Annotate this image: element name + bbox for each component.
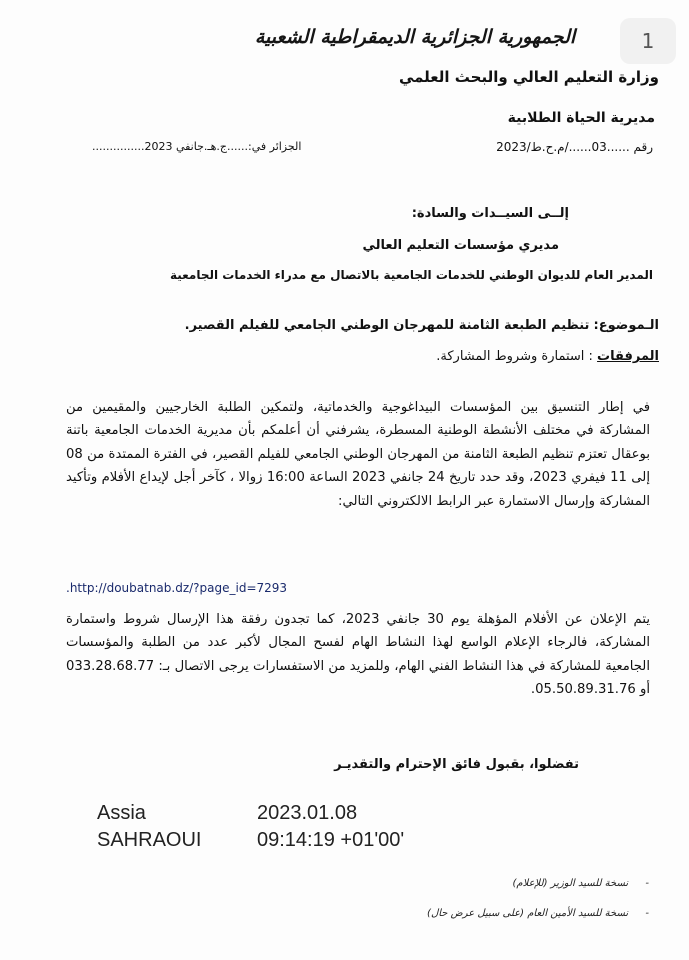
attachments-label: المرفقات — [597, 349, 659, 364]
reference-number: رقم ......03....../م.ح.ط/2023 — [496, 140, 653, 154]
registration-link[interactable]: .http://doubatnab.dz/?page_id=7293 — [66, 581, 288, 595]
signer-first-name: Assia — [97, 802, 146, 824]
directorate-name: مديرية الحياة الطلابية — [507, 110, 655, 126]
digital-signature-name — [97, 800, 201, 854]
page-number-badge: 1 — [620, 18, 676, 64]
addressee-heading: إلــى السيــدات والسادة: — [411, 206, 569, 221]
signer-last-name: SAHRAOUI — [97, 829, 202, 851]
copy-dash: - — [645, 908, 649, 919]
addressee-line-2: المدير العام للديوان الوطني للخدمات الجامعية بالاتصال مع مدراء الخدمات الجامعية — [169, 268, 653, 282]
subject-text: تنظيم الطبعة الثامنة للمهرجان الوطني الجامعي للفيلم القصير. — [184, 318, 590, 333]
attachments-line — [436, 349, 659, 364]
place-date: الجزائر في:......ج.هـ.جانفي 2023............... — [92, 140, 302, 153]
ministry-name: وزارة التعليم العالي والبحث العلمي — [398, 68, 659, 86]
copy-recipient-2 — [427, 908, 649, 919]
country-header: الجمهورية الجزائرية الديمقراطية الشعبية — [254, 26, 576, 48]
copy-text: نسخة للسيد الوزير (للإعلام) — [512, 878, 629, 889]
attachments-text: : استمارة وشروط المشاركة. — [436, 349, 593, 364]
copy-dash: - — [645, 878, 649, 889]
subject-line — [185, 318, 659, 333]
signature-time: 09:14:19 +01'00' — [257, 829, 405, 851]
closing-line: تفضلوا، بقبول فائق الإحترام والتقديـر — [334, 757, 579, 772]
digital-signature-timestamp — [257, 800, 404, 854]
copy-text: نسخة للسيد الأمين العام (على سبيل عرض حال) — [427, 908, 629, 919]
addressee-line-1: مديري مؤسسات التعليم العالي — [362, 238, 559, 253]
subject-label: الـموضوع: — [593, 318, 659, 333]
body-paragraph-1: في إطار التنسيق بين المؤسسات البيداغوجية والخدماتية، ولتمكين الطلبة الخارجيين والمقيمين من المشاركة في مختلف الأنشطة الوطنية المسطرة، يشرفني أن أعلمكم بأن مديرية الخدمات الجامعية باتنة بوعقال تعتزم تنظيم الطبعة الثامنة من المهرجان الوطني الجامعي للفيلم القصير، في الفترة الممتدة من 08 إلى 11 فيفري 2023، وقد حدد تاريخ 24 جانفي 2023 الساعة 16:00 زوالا ، كآخر أجل لإيداع الأفلام وتأكيد المشاركة وإرسال الاستمارة عبر الرابط الالكتروني التالي: — [66, 400, 650, 509]
body-paragraph-2: يتم الإعلان عن الأفلام المؤهلة يوم 30 جانفي 2023، كما تجدون رفقة هذا الإرسال شروط واستمارة المشاركة، فالرجاء الإعلام الواسع لهذا النشاط الهام لفسح المجال لأكبر عدد من الطلبة والمؤسسات الجامعية للمشاركة في هذا النشاط الفني الهام، وللمزيد من الاستفسارات يرجى الاتصال بـ: 033.28.68.77 أو 05.50.89.31.76. — [66, 612, 650, 698]
copy-recipient-1 — [513, 878, 649, 889]
signature-date: 2023.01.08 — [257, 802, 358, 824]
